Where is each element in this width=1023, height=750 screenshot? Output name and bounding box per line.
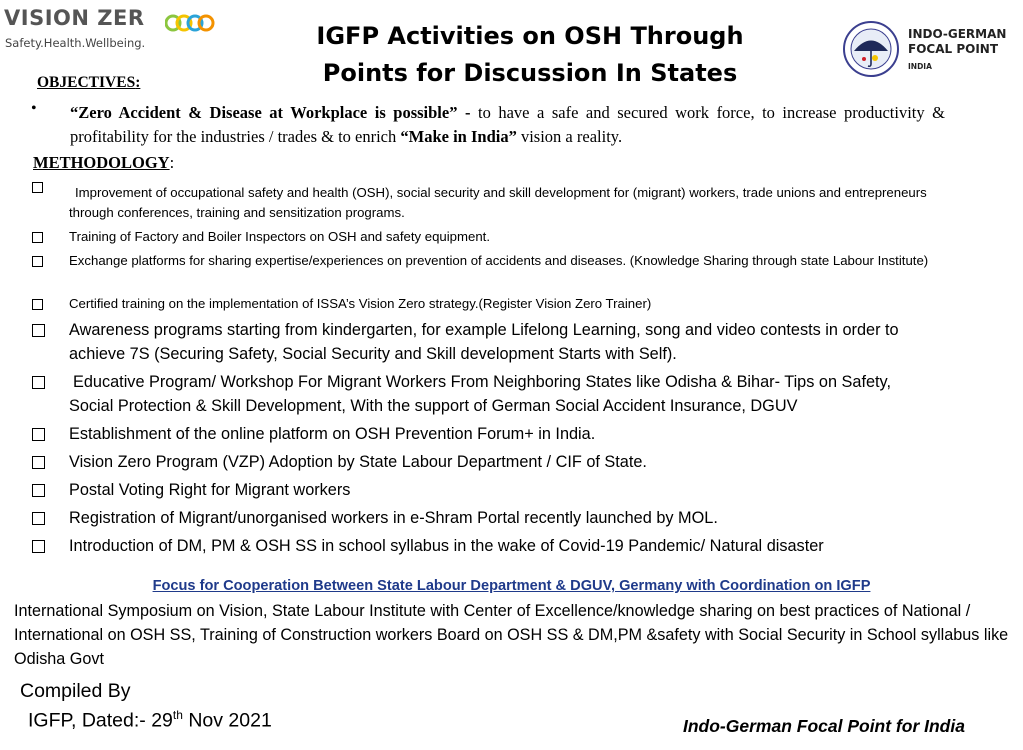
page-title	[270, 18, 790, 92]
methodology-item: Registration of Migrant/unorganised workers in e-Shram Portal recently launched by MOL.	[69, 509, 718, 527]
checkbox-icon	[32, 324, 45, 337]
checkbox-icon	[32, 484, 45, 497]
objective-quote: “Zero Accident & Disease at Workplace is possible” -	[70, 103, 471, 122]
methodology-item: Awareness programs starting from kindergarten, for example Lifelong Learning, song and video contests in order to achieve 7S (Securing Safety, Social Security and Skill development Starts with Self).	[69, 321, 899, 363]
objectives-heading: OBJECTIVES:	[37, 74, 141, 91]
methodology-item: Postal Voting Right for Migrant workers	[69, 481, 351, 499]
igfp-logo-name: INDO-GERMAN FOCAL POINT	[908, 27, 1007, 56]
igfp-logo-country: INDIA	[908, 62, 932, 71]
vision-zero-logo	[4, 6, 219, 56]
checkbox-icon	[32, 256, 43, 267]
methodology-item: Educative Program/ Workshop For Migrant Workers From Neighboring States like Odisha & Bihar- Tips on Safety, Social Protection & Skill Development, With the support of German Social Accident Insurance, DGUV	[69, 373, 892, 415]
methodology-item: Vision Zero Program (VZP) Adoption by State Labour Department / CIF of State.	[69, 453, 647, 471]
objective-text: “Zero Accident & Disease at Workplace is possible” - to have a safe and secured work force, to increase productivity & profitability for the industries / trades & to enrich “Make in India” vision a reality.	[70, 103, 945, 146]
methodology-item: Establishment of the online platform on OSH Prevention Forum+ in India.	[69, 425, 596, 443]
checkbox-icon	[32, 376, 45, 389]
checkbox-icon	[32, 232, 43, 243]
footer-organization: Indo-German Focal Point for India	[683, 716, 965, 736]
objective-bullet: •	[31, 100, 37, 117]
checkbox-icon	[32, 456, 45, 469]
checkbox-icon	[32, 540, 45, 553]
checkbox-icon	[32, 428, 45, 441]
methodology-item: Introduction of DM, PM & OSH SS in school syllabus in the wake of Covid-19 Pandemic/ Natural disaster	[69, 537, 824, 555]
methodology-item: Exchange platforms for sharing expertise/experiences on prevention of accidents and diseases. (Knowledge Sharing through state Labour Institute)	[69, 253, 929, 268]
vision-zero-rings-icon	[165, 13, 215, 33]
methodology-item: Certified training on the implementation of ISSA’s Vision Zero strategy.(Register Vision Zero Trainer)	[69, 296, 652, 311]
vision-zero-tagline: Safety.Health.Wellbeing.	[5, 36, 146, 50]
methodology-heading: METHODOLOGY:	[33, 153, 175, 172]
checkbox-icon	[32, 299, 43, 310]
methodology-item: Training of Factory and Boiler Inspectors on OSH and safety equipment.	[69, 229, 490, 244]
title-line-2: Points for Discussion In States	[322, 59, 738, 87]
checkbox-icon	[32, 182, 43, 193]
methodology-item: Improvement of occupational safety and health (OSH), social security and skill development for (migrant) workers, trade unions and entrepreneurs through conferences, training and sensitization programs.	[69, 185, 927, 220]
make-in-india: “Make in India”	[400, 127, 517, 146]
title-line-1: IGFP Activities on OSH Through	[316, 22, 744, 50]
igfp-emblem-icon	[842, 20, 900, 78]
focus-body: International Symposium on Vision, State Labour Institute with Center of Excellence/knowledge sharing on best practices of National / International on OSH SS, Training of Construction workers Board on OSH SS & DM,PM &safety with Social Security in School syllabus like Odisha Govt	[14, 602, 1009, 668]
checkbox-icon	[32, 512, 45, 525]
compiled-date: IGFP, Dated:- 29th Nov 2021	[28, 708, 272, 732]
compiled-by-label: Compiled By	[20, 680, 131, 702]
vision-zero-wordmark: VISION ZER	[4, 6, 145, 30]
focus-heading: Focus for Cooperation Between State Labour Department & DGUV, Germany with Coordination on IGFP	[152, 578, 871, 594]
